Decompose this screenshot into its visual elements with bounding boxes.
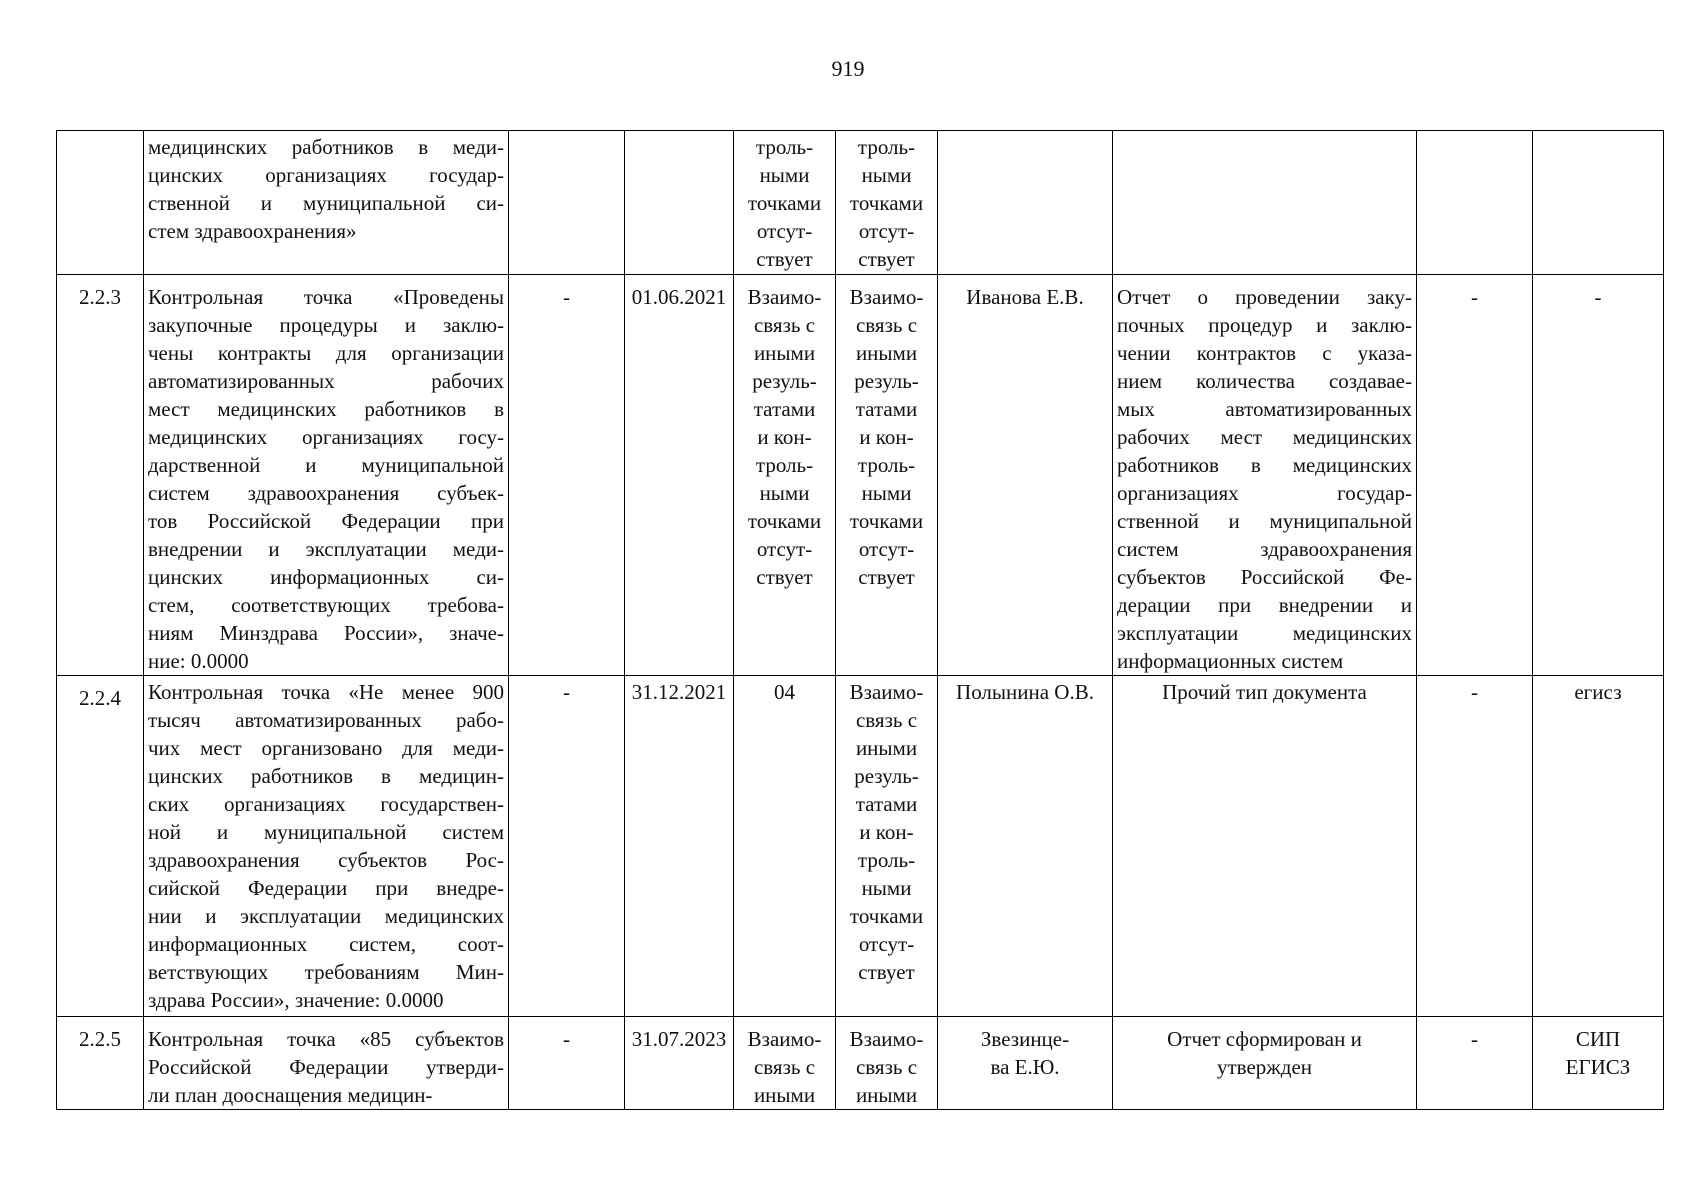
cell-col10 xyxy=(1533,131,1664,275)
cell-col3 xyxy=(509,131,625,275)
cell-description: медицинских работников в меди- цинских организациях государ- ственной и муниципальной си- стем здравоохранения» xyxy=(144,131,509,275)
cell-document: Отчет о проведении заку- почных процедур и заклю- чении контрактов с указа- нием количества создавае- мых автоматизированных рабочих мест медицинских работников в медицинских организациях государ- ственной и муниципальной систем здравоохранения субъектов Российской Фе- дерации при внедрении и эксплуатации медицинских информационных систем xyxy=(1113,275,1417,676)
cell-col6: Взаимо- связь с иными резуль- татами и кон- троль- ными точками отсут- ствует xyxy=(836,676,938,1017)
cell-number xyxy=(57,131,144,275)
cell-description: Контрольная точка «Проведены закупочные процедуры и заклю- чены контракты для организации автоматизированных рабочих мест медицинских работников в медицинских организациях госу- дарственной и муниципальной систем здравоохранения субъек- тов Российской Федерации при внедрении и эксплуатации меди- цинских информационных си- стем, соответствующих требова- ниям Минздрава России», значе- ние: 0.0000 xyxy=(144,275,509,676)
cell-col9 xyxy=(1417,131,1533,275)
cell-description: Контрольная точка «85 субъектов Российской Федерации утверди- ли план дооснащения медицин- xyxy=(144,1017,509,1110)
cell-number: 2.2.3 xyxy=(57,275,144,676)
cell-date: 31.12.2021 xyxy=(625,676,734,1017)
table-row xyxy=(57,131,1664,275)
cell-document: Прочий тип документа xyxy=(1113,676,1417,1017)
cell-description: Контрольная точка «Не менее 900 тысяч автоматизированных рабо- чих мест организовано для меди- цинских работников в медицин- ских организациях государствен- ной и муниципальной систем здравоохранения субъектов Рос- сийской Федерации при внедре- нии и эксплуатации медицинских информационных систем, соот- ветствующих требованиям Мин- здрава России», значение: 0.0000 xyxy=(144,676,509,1017)
cell-col3: - xyxy=(509,275,625,676)
cell-col3: - xyxy=(509,676,625,1017)
cell-col6: Взаимо- связь с иными xyxy=(836,1017,938,1110)
cell-date: 31.07.2023 xyxy=(625,1017,734,1110)
cell-col6: Взаимо- связь с иными резуль- татами и кон- троль- ными точками отсут- ствует xyxy=(836,275,938,676)
cell-date xyxy=(625,131,734,275)
cell-responsible: Иванова Е.В. xyxy=(938,275,1113,676)
cell-col10: егисз xyxy=(1533,676,1664,1017)
page-number: 919 xyxy=(831,56,865,81)
cell-number: 2.2.4 xyxy=(57,676,144,1017)
cell-responsible: Полынина О.В. xyxy=(938,676,1113,1017)
table-row xyxy=(57,1017,1664,1110)
cell-document xyxy=(1113,131,1417,275)
cell-col6: троль- ными точками отсут- ствует xyxy=(836,131,938,275)
cell-col9: - xyxy=(1417,676,1533,1017)
cell-col5: 04 xyxy=(734,676,836,1017)
table-row xyxy=(57,275,1664,676)
cell-date: 01.06.2021 xyxy=(625,275,734,676)
cell-number: 2.2.5 xyxy=(57,1017,144,1110)
cell-col9: - xyxy=(1417,275,1533,676)
cell-col3: - xyxy=(509,1017,625,1110)
cell-responsible: Звезинце- ва Е.Ю. xyxy=(938,1017,1113,1110)
cell-col5: Взаимо- связь с иными xyxy=(734,1017,836,1110)
cell-col9: - xyxy=(1417,1017,1533,1110)
cell-document: Отчет сформирован и утвержден xyxy=(1113,1017,1417,1110)
cell-col10: - xyxy=(1533,275,1664,676)
cell-responsible xyxy=(938,131,1113,275)
table-row xyxy=(57,676,1664,1017)
cell-col5: Взаимо- связь с иными резуль- татами и кон- троль- ными точками отсут- ствует xyxy=(734,275,836,676)
control-points-table xyxy=(56,130,1664,1110)
cell-col10: СИП ЕГИСЗ xyxy=(1533,1017,1664,1110)
cell-col5: троль- ными точками отсут- ствует xyxy=(734,131,836,275)
